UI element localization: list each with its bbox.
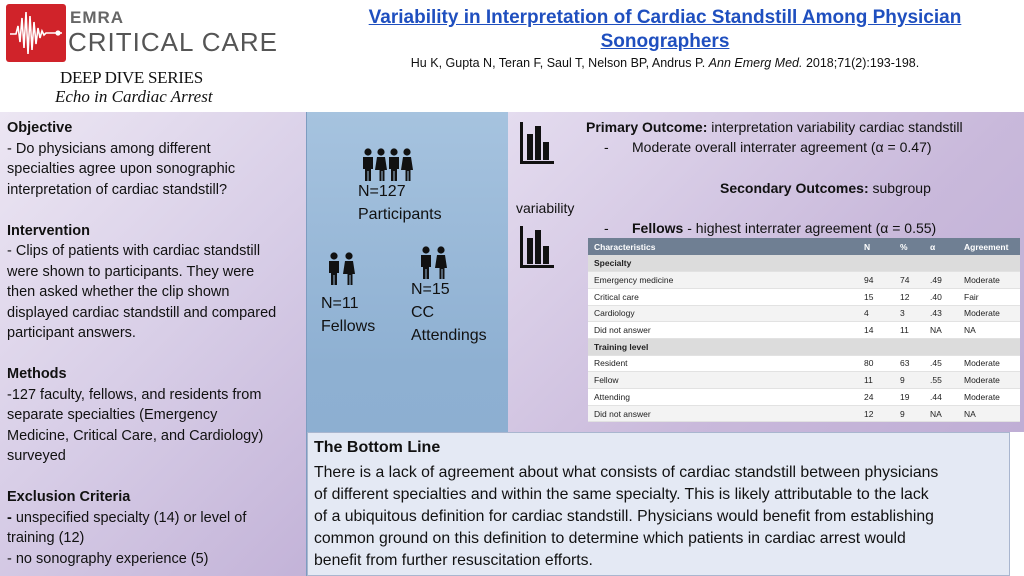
citation-journal: Ann Emerg Med. bbox=[708, 56, 803, 70]
table-header: α bbox=[924, 238, 958, 255]
attendings-count: N=15 bbox=[411, 281, 450, 298]
table-cell: 80 bbox=[858, 355, 894, 372]
bottom-line-text bbox=[314, 462, 1004, 572]
primary-outcome-label: Primary Outcome: bbox=[586, 119, 708, 135]
objective-line: - Do physicians among different bbox=[7, 140, 211, 157]
fellows-count: N=11 bbox=[321, 295, 359, 312]
primary-dash: - bbox=[604, 139, 609, 155]
citation-details: 2018;71(2):193-198. bbox=[805, 56, 920, 70]
bottom-line-text-line: benefit from further resuscitation efforts. bbox=[314, 552, 593, 569]
table-group-name: Specialty bbox=[588, 255, 1020, 272]
table-cell: 74 bbox=[894, 272, 924, 289]
primary-bullet: Moderate overall interrater agreement (α = 0.47) bbox=[632, 139, 932, 155]
exclusion-line: training (12) bbox=[7, 530, 85, 546]
secondary-outcome bbox=[720, 180, 931, 196]
table-cell: 11 bbox=[858, 372, 894, 389]
table-cell: 94 bbox=[858, 272, 894, 289]
brand-emra: EMRA bbox=[70, 8, 125, 27]
methods-line: separate specialties (Emergency bbox=[7, 407, 218, 423]
exclusion-line-text: unspecified specialty (14) or level of bbox=[15, 509, 247, 526]
table-group-row bbox=[588, 338, 1020, 355]
table-cell: Fellow bbox=[588, 372, 858, 389]
table-cell: 12 bbox=[858, 405, 894, 422]
bottom-line-text-line: of different specialties and within the same specialty. This is likely attributable to the lack bbox=[314, 486, 929, 503]
table-cell: 24 bbox=[858, 389, 894, 406]
heartbeat-wave-icon bbox=[6, 4, 66, 62]
bottom-line-text-line: common ground on this definition to determine which patients in cardiac arrest would bbox=[314, 530, 906, 547]
table-cell: Did not answer bbox=[588, 405, 858, 422]
attendings-group-icon bbox=[419, 246, 448, 280]
table-cell: 12 bbox=[894, 288, 924, 305]
table-cell: NA bbox=[924, 322, 958, 339]
table-cell: Did not answer bbox=[588, 322, 858, 339]
secondary-outcome-text: subgroup bbox=[872, 180, 931, 196]
table-header: N bbox=[858, 238, 894, 255]
table-cell: Critical care bbox=[588, 288, 858, 305]
table-cell: 3 bbox=[894, 305, 924, 322]
table-header: Agreement bbox=[958, 238, 1020, 255]
exclusion-dash: - bbox=[7, 509, 16, 526]
table-row bbox=[588, 372, 1020, 389]
table-cell: NA bbox=[958, 322, 1020, 339]
intervention-line: then asked whether the clip shown bbox=[7, 284, 230, 300]
table-cell: Resident bbox=[588, 355, 858, 372]
table-cell: Moderate bbox=[958, 372, 1020, 389]
secondary-outcome-wrap: variability bbox=[516, 200, 575, 216]
table-cell: .44 bbox=[924, 389, 958, 406]
table-cell: NA bbox=[924, 405, 958, 422]
brand-critical-care: CRITICAL CARE bbox=[68, 27, 278, 57]
table-cell: 15 bbox=[858, 288, 894, 305]
table-cell: .43 bbox=[924, 305, 958, 322]
table-cell: 9 bbox=[894, 372, 924, 389]
table-header: % bbox=[894, 238, 924, 255]
objective-line: interpretation of cardiac standstill? bbox=[7, 181, 228, 198]
table-cell: Moderate bbox=[958, 272, 1020, 289]
table-cell: Fair bbox=[958, 288, 1020, 305]
table-cell: Moderate bbox=[958, 355, 1020, 372]
table-cell: .49 bbox=[924, 272, 958, 289]
series-subtitle: Echo in Cardiac Arrest bbox=[55, 87, 213, 106]
bar-chart-icon bbox=[518, 224, 556, 270]
fellows-outcome-label: Fellows bbox=[632, 220, 684, 236]
study-details-text bbox=[7, 118, 303, 569]
participants-count: N=127 bbox=[358, 183, 406, 200]
participants-group-icon bbox=[362, 148, 413, 182]
citation-authors: Hu K, Gupta N, Teran F, Saul T, Nelson BP, Andrus P. bbox=[410, 56, 706, 70]
table-cell: Cardiology bbox=[588, 305, 858, 322]
emra-logo bbox=[6, 4, 66, 62]
intervention-line: were shown to participants. They were bbox=[7, 263, 255, 280]
table-cell: 63 bbox=[894, 355, 924, 372]
table-cell: 9 bbox=[894, 405, 924, 422]
fellows-dash: - bbox=[604, 220, 609, 236]
table-cell: 11 bbox=[894, 322, 924, 339]
primary-outcome-text: interpretation variability cardiac standstill bbox=[711, 119, 963, 135]
intervention-line: participant answers. bbox=[7, 325, 136, 341]
fellows-label: Fellows bbox=[321, 318, 376, 335]
table-row bbox=[588, 272, 1020, 289]
table-header-row bbox=[588, 238, 1020, 255]
intervention-line: displayed cardiac standstill and compared bbox=[7, 304, 277, 321]
methods-line: Medicine, Critical Care, and Cardiology) bbox=[7, 427, 264, 444]
table-group-row bbox=[588, 255, 1020, 272]
agreement-table bbox=[588, 238, 1020, 422]
table-cell: .40 bbox=[924, 288, 958, 305]
exclusion-line: - no sonography experience (5) bbox=[7, 550, 209, 567]
fellows-outcome-text: - highest interrater agreement (α = 0.55) bbox=[687, 220, 937, 236]
bottom-line-box bbox=[307, 432, 1010, 576]
table-cell: Attending bbox=[588, 389, 858, 406]
intervention-heading: Intervention bbox=[7, 222, 90, 239]
table-row bbox=[588, 322, 1020, 339]
table-cell: .45 bbox=[924, 355, 958, 372]
table-header: Characteristics bbox=[588, 238, 858, 255]
series-title: DEEP DIVE SERIES bbox=[60, 68, 203, 87]
table-row bbox=[588, 355, 1020, 372]
exclusion-line bbox=[7, 508, 303, 529]
secondary-outcome-label: Secondary Outcomes: bbox=[720, 180, 869, 196]
intervention-line: - Clips of patients with cardiac standstill bbox=[7, 243, 261, 259]
table-cell: 19 bbox=[894, 389, 924, 406]
table-row bbox=[588, 288, 1020, 305]
fellows-group-icon bbox=[327, 252, 356, 286]
objective-heading: Objective bbox=[7, 120, 73, 136]
fellows-outcome bbox=[632, 220, 936, 236]
table-cell: 4 bbox=[858, 305, 894, 322]
table-row bbox=[588, 405, 1020, 422]
methods-line: -127 faculty, fellows, and residents from bbox=[7, 386, 262, 403]
bottom-line-title: The Bottom Line bbox=[314, 439, 441, 456]
table-row bbox=[588, 305, 1020, 322]
methods-line: surveyed bbox=[7, 448, 66, 464]
attendings-label: Attendings bbox=[411, 327, 487, 344]
table-group-name: Training level bbox=[588, 338, 1020, 355]
objective-line: specialties agree upon sonographic bbox=[7, 161, 236, 177]
study-details-panel bbox=[0, 112, 306, 576]
bottom-line-text-line: of a ubiquitous definition for cardiac standstill. Physicians would benefit from establishing bbox=[314, 508, 934, 525]
paper-title[interactable]: Variability in Interpretation of Cardiac Standstill Among Physician Sonographers bbox=[368, 7, 962, 52]
participants-label: Participants bbox=[358, 206, 442, 223]
exclusion-heading: Exclusion Criteria bbox=[7, 489, 131, 505]
table-cell: 14 bbox=[858, 322, 894, 339]
methods-heading: Methods bbox=[7, 366, 67, 382]
bar-chart-icon bbox=[518, 120, 556, 166]
primary-outcome bbox=[586, 119, 963, 135]
bottom-line-text-line: There is a lack of agreement about what consists of cardiac standstill between physicians bbox=[314, 464, 939, 481]
table-cell: .55 bbox=[924, 372, 958, 389]
table-row bbox=[588, 389, 1020, 406]
table-cell: Emergency medicine bbox=[588, 272, 858, 289]
table-cell: Moderate bbox=[958, 389, 1020, 406]
attendings-cc: CC bbox=[411, 304, 435, 321]
table-cell: Moderate bbox=[958, 305, 1020, 322]
citation bbox=[300, 56, 1024, 70]
table-cell: NA bbox=[958, 405, 1020, 422]
